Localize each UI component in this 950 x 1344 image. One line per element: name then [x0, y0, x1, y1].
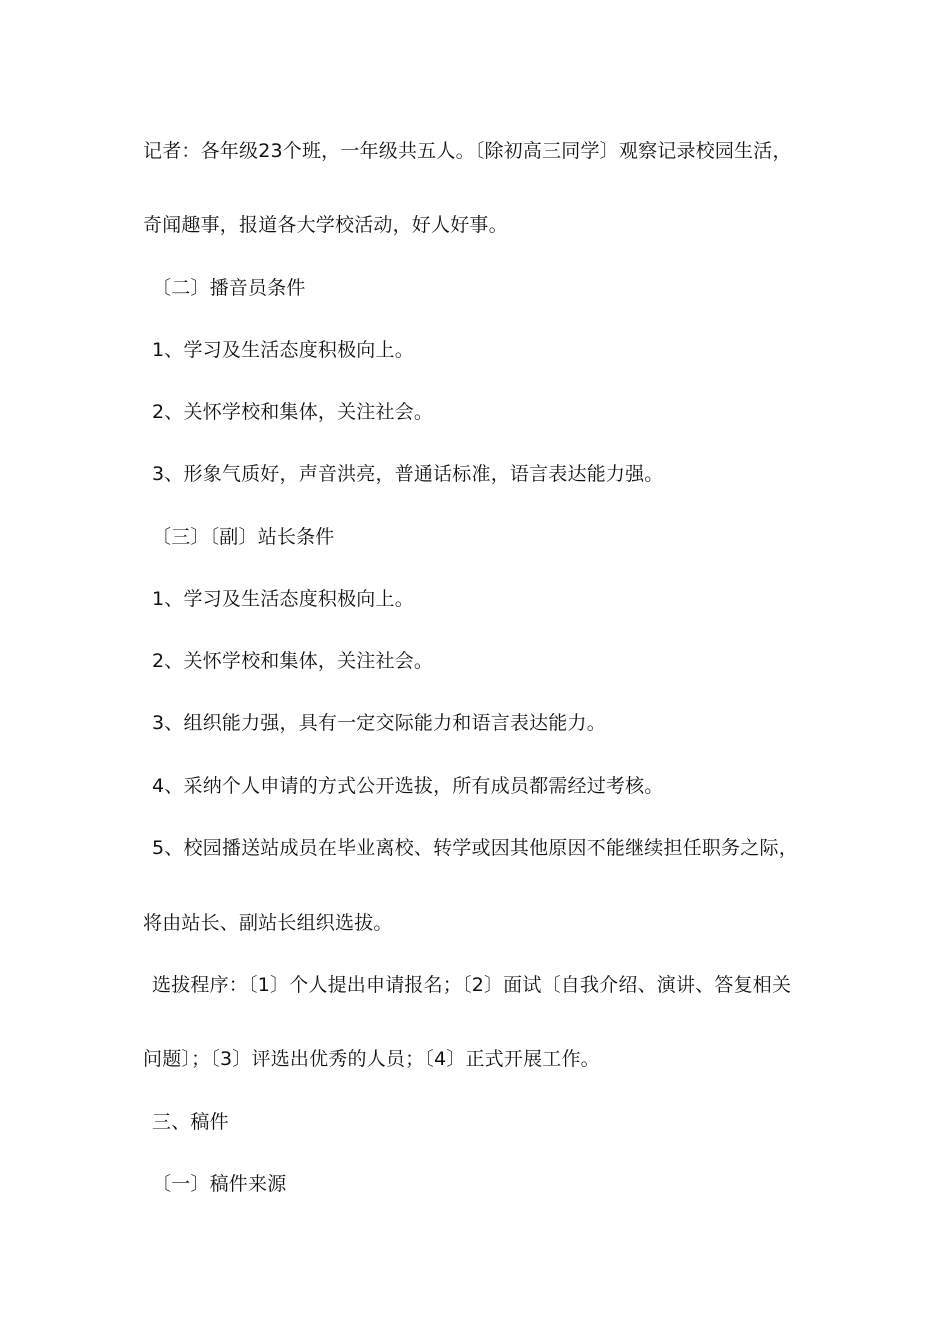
list-item: 5、校园播送站成员在毕业离校、转学或因其他原因不能继续担任职务之际，: [152, 837, 798, 859]
section-heading: 〔三〕〔副〕站长条件: [152, 526, 335, 548]
list-item: 3、组织能力强，具有一定交际能力和语言表达能力。: [152, 712, 606, 734]
list-item: 3、形象气质好，声音洪亮，普通话标准，语言表达能力强。: [152, 463, 664, 485]
paragraph-line: 奇闻趣事，报道各大学校活动，好人好事。: [143, 214, 508, 236]
list-item: 1、学习及生活态度积极向上。: [152, 588, 414, 610]
section-heading: 三、稿件: [152, 1111, 229, 1133]
paragraph-line: 将由站长、副站长组织选拔。: [143, 912, 393, 934]
section-heading: 〔一〕稿件来源: [152, 1173, 287, 1195]
list-item: 2、关怀学校和集体，关注社会。: [152, 650, 434, 672]
list-item: 2、关怀学校和集体，关注社会。: [152, 401, 434, 423]
list-item: 1、学习及生活态度积极向上。: [152, 339, 414, 361]
paragraph-line: 选拔程序：〔1〕个人提出申请报名；〔2〕面试〔自我介绍、演讲、答复相关: [152, 974, 792, 996]
paragraph-line: 问题〕；〔3〕评选出优秀的人员；〔4〕正式开展工作。: [143, 1048, 600, 1070]
list-item: 4、采纳个人申请的方式公开选拔，所有成员都需经过考核。: [152, 775, 664, 797]
paragraph-line: 记者：各年级23个班，一年级共五人。〔除初高三同学〕观察记录校园生活，: [143, 140, 792, 162]
section-heading: 〔二〕播音员条件: [152, 277, 306, 299]
